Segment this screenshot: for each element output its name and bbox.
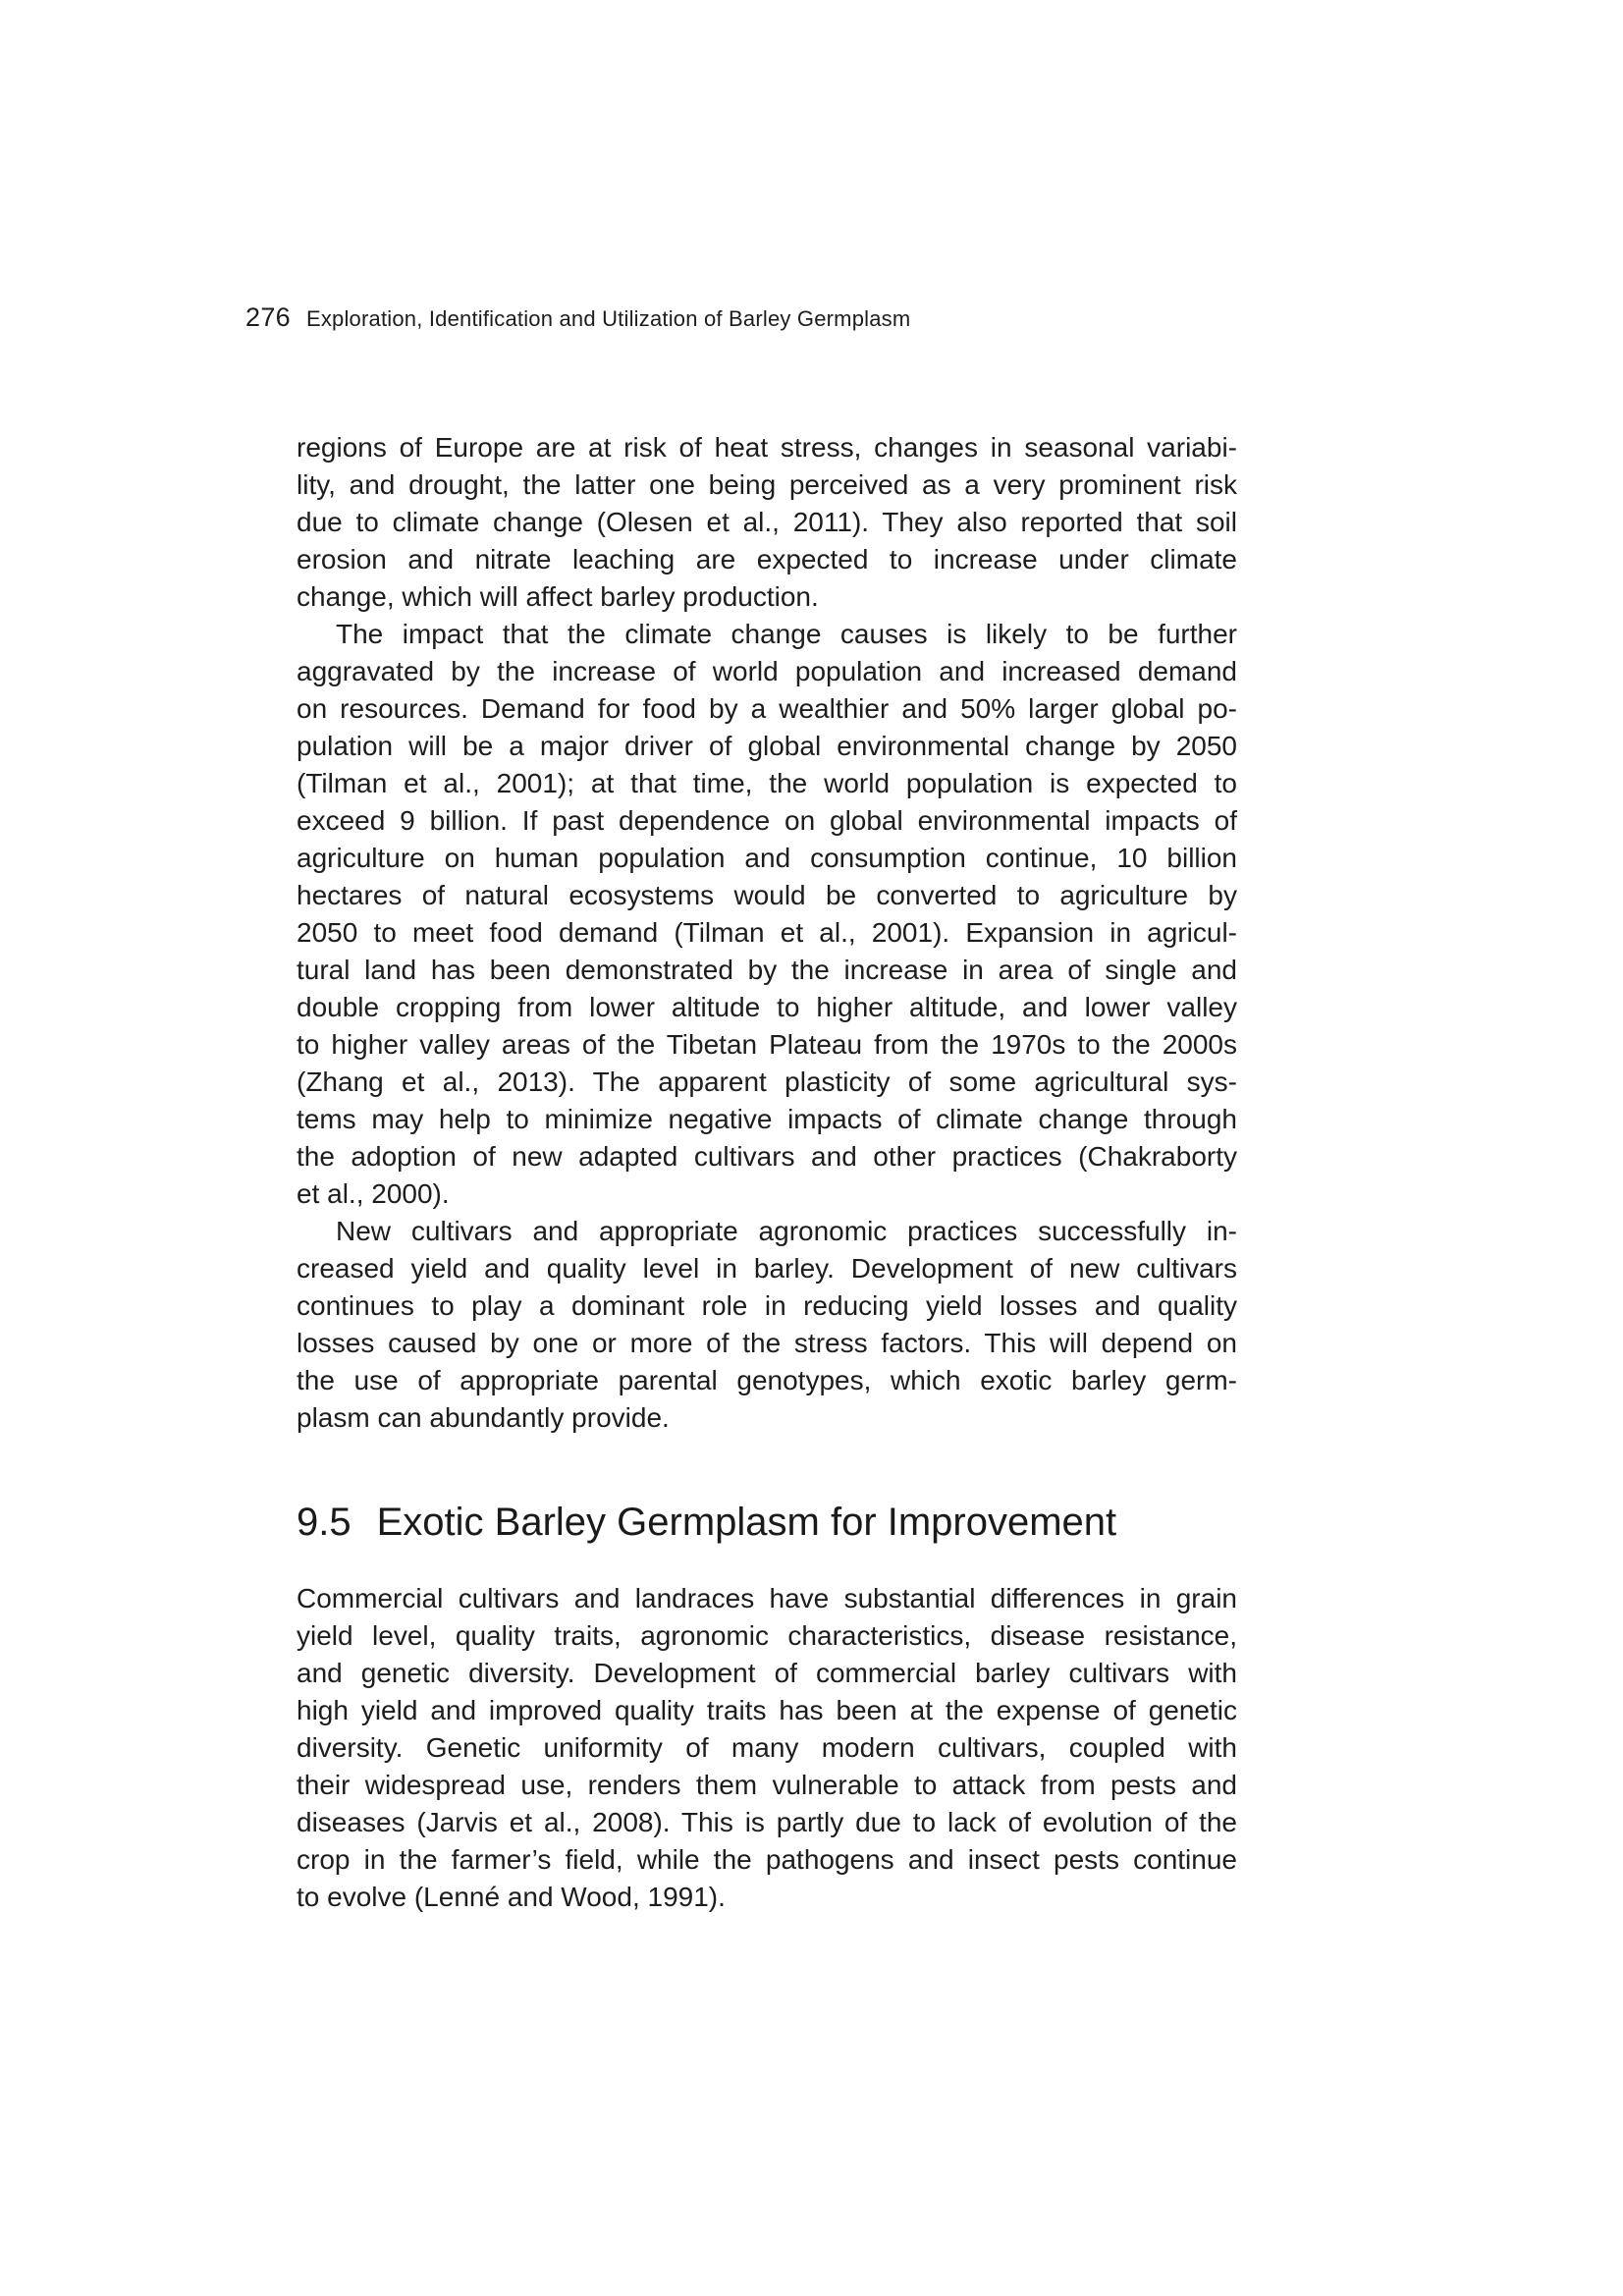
body-paragraph xyxy=(297,1580,1237,1916)
text-line: erosion and nitrate leaching are expected to increase under climate xyxy=(297,544,1237,574)
text-line: diseases (Jarvis et al., 2008). This is partly due to lack of evolution of the xyxy=(297,1807,1237,1837)
text-line: plasm can abundantly provide. xyxy=(297,1402,670,1433)
section-title: Exotic Barley Germplasm for Improvement xyxy=(376,1501,1117,1544)
text-line: to higher valley areas of the Tibetan Plateau from the 1970s to the 2000s xyxy=(297,1029,1237,1060)
text-line: hectares of natural ecosystems would be converted to agriculture by xyxy=(297,880,1237,910)
text-line: due to climate change (Olesen et al., 2011). They also reported that soil xyxy=(297,507,1237,537)
body-paragraph xyxy=(297,616,1237,1213)
body-paragraph xyxy=(297,429,1237,616)
text-line: et al., 2000). xyxy=(297,1178,450,1209)
text-line: their widespread use, renders them vulnerable to attack from pests and xyxy=(297,1770,1237,1800)
text-line: on resources. Demand for food by a wealthier and 50% larger global po- xyxy=(297,693,1237,724)
text-line: and genetic diversity. Development of commercial barley cultivars with xyxy=(297,1658,1237,1688)
text-line: regions of Europe are at risk of heat stress, changes in seasonal variabi- xyxy=(297,432,1237,463)
running-head: Exploration, Identification and Utilization of Barley Germplasm xyxy=(305,306,911,331)
text-line: to evolve (Lenné and Wood, 1991). xyxy=(297,1882,726,1912)
text-line: diversity. Genetic uniformity of many modern cultivars, coupled with xyxy=(297,1732,1237,1763)
text-line: aggravated by the increase of world population and increased demand xyxy=(297,656,1237,686)
text-line: double cropping from lower altitude to higher altitude, and lower valley xyxy=(297,992,1237,1022)
text-line: pulation will be a major driver of global environmental change by 2050 xyxy=(297,731,1237,761)
text-line: (Tilman et al., 2001); at that time, the world population is expected to xyxy=(297,768,1237,798)
text-column xyxy=(297,429,1237,1916)
section-number: 9.5 xyxy=(297,1501,352,1544)
text-line: continues to play a dominant role in reducing yield losses and quality xyxy=(297,1290,1237,1321)
text-line: creased yield and quality level in barley. Development of new cultivars xyxy=(297,1253,1237,1284)
text-line: losses caused by one or more of the stress factors. This will depend on xyxy=(297,1328,1237,1358)
body-paragraph xyxy=(297,1213,1237,1437)
page-number: 276 xyxy=(245,302,291,332)
page-header xyxy=(245,302,910,333)
text-line: crop in the farmer’s field, while the pathogens and insect pests continue xyxy=(297,1844,1237,1875)
text-line: lity, and drought, the latter one being perceived as a very prominent risk xyxy=(297,469,1237,500)
text-line: agriculture on human population and consumption continue, 10 billion xyxy=(297,843,1237,873)
text-line: tems may help to minimize negative impacts of climate change through xyxy=(297,1104,1237,1134)
text-line: high yield and improved quality traits has been at the expense of genetic xyxy=(297,1695,1237,1725)
text-line: Commercial cultivars and landraces have substantial differences in grain xyxy=(297,1583,1237,1613)
text-line: change, which will affect barley production. xyxy=(297,581,819,612)
text-line: (Zhang et al., 2013). The apparent plasticity of some agricultural sys- xyxy=(297,1066,1237,1097)
section-heading xyxy=(297,1498,1237,1547)
text-line: The impact that the climate change causes is likely to be further xyxy=(336,619,1237,649)
text-line: tural land has been demonstrated by the increase in area of single and xyxy=(297,955,1237,985)
text-line: the use of appropriate parental genotypes, which exotic barley germ- xyxy=(297,1365,1237,1395)
text-line: the adoption of new adapted cultivars and other practices (Chakraborty xyxy=(297,1141,1237,1172)
text-line: exceed 9 billion. If past dependence on global environmental impacts of xyxy=(297,805,1237,836)
text-line: New cultivars and appropriate agronomic practices successfully in- xyxy=(336,1216,1237,1246)
text-line: yield level, quality traits, agronomic characteristics, disease resistance, xyxy=(297,1620,1237,1651)
text-line: 2050 to meet food demand (Tilman et al., 2001). Expansion in agricul- xyxy=(297,917,1237,948)
